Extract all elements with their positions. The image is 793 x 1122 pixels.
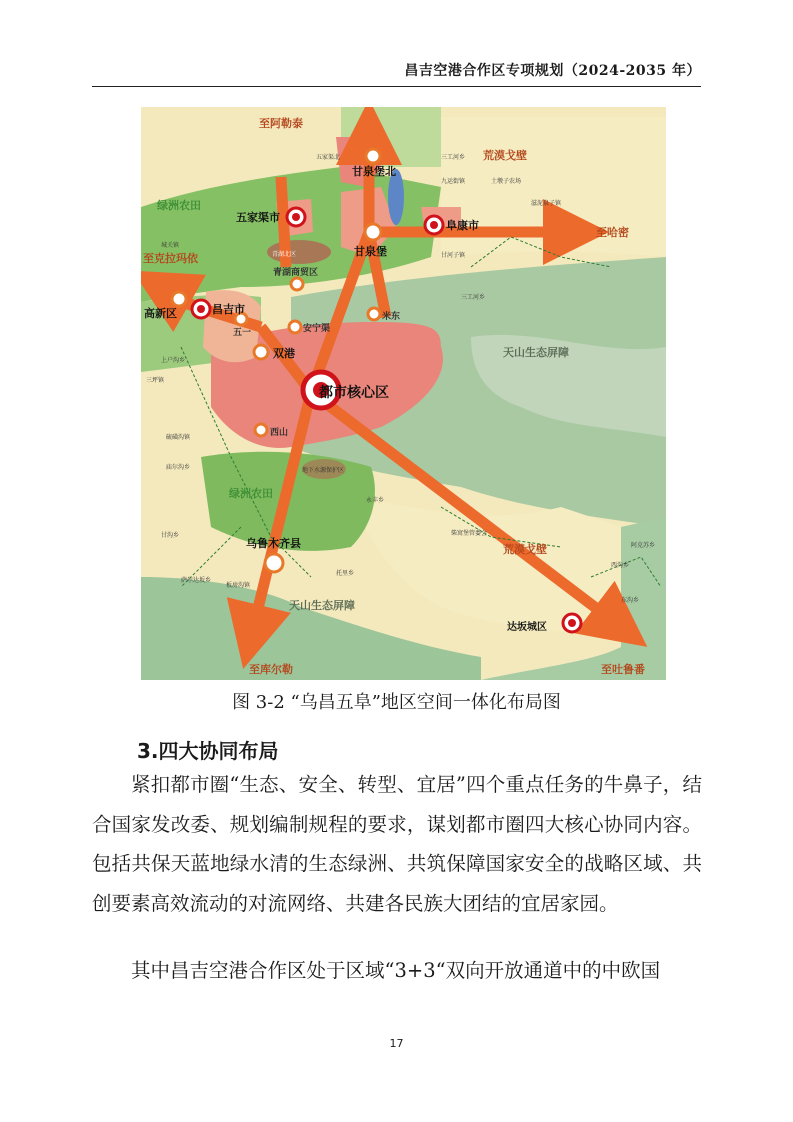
- town-label: 硫磺沟镇: [166, 434, 191, 441]
- town-label: 柴窝堡管委会: [451, 530, 488, 537]
- header-title: 昌吉空港合作区专项规划（2024-2035 年）: [404, 63, 701, 79]
- label-midong: 米东: [382, 312, 401, 322]
- town-label: 五家渠北: [316, 154, 341, 161]
- label-wujiaqu: 五家渠市: [236, 211, 280, 224]
- urumqi-county-node-icon: [265, 554, 283, 572]
- town-label: 城关镇: [161, 242, 180, 249]
- label-to-kuerle: 至库尔勒: [249, 663, 293, 676]
- page-header: [92, 60, 701, 87]
- section-heading: 3.四大协同布局: [137, 739, 279, 763]
- label-to-aletai: 至阿勒泰: [259, 117, 303, 130]
- town-label: 西沟乡: [611, 562, 630, 569]
- label-desert-north: 荒漠戈壁: [483, 149, 527, 162]
- town-label: 甘河子镇: [441, 252, 466, 259]
- label-to-tulufan: 至吐鲁番: [601, 663, 645, 676]
- ganquanbao-north-node-icon: [366, 149, 380, 163]
- label-ganquanbao: 甘泉堡: [354, 245, 387, 258]
- label-oasis-north: 绿洲农田: [157, 199, 201, 212]
- label-core: 都市核心区: [319, 385, 389, 401]
- midong-node-icon: [368, 308, 380, 320]
- town-label: 三坪镇: [146, 377, 165, 384]
- label-qinghu: 青湖商贸区: [273, 268, 319, 278]
- label-water-source: 地下水源保护区: [302, 467, 345, 474]
- label-to-kelamayi: 至克拉玛依: [143, 252, 198, 265]
- town-label: 三工河乡: [461, 294, 486, 301]
- shuanggang-node-icon: [254, 345, 268, 359]
- label-shuanggang: 双港: [273, 347, 295, 360]
- label-oasis-south: 绿洲农田: [229, 487, 273, 500]
- town-label: 上户沟乡: [161, 357, 186, 364]
- town-label: 板房沟镇: [226, 582, 251, 589]
- town-label: 东沟乡: [621, 597, 640, 604]
- label-gaoxin: 高新区: [144, 307, 177, 320]
- ganquanbao-node-icon: [365, 224, 381, 240]
- label-anningqu: 安宁渠: [303, 324, 331, 334]
- town-label: 土墩子农场: [491, 178, 522, 185]
- figure-caption: 图 3-2 “乌昌五阜”地区空间一体化布局图: [232, 692, 561, 713]
- label-urumqi-county: 乌鲁木齐县: [246, 537, 301, 550]
- town-label: 阿克苏乡: [631, 542, 656, 549]
- label-to-hami: 至哈密: [596, 226, 629, 239]
- town-label: 九运街镇: [441, 178, 466, 185]
- paragraph: 紧扣都市圈“生态、安全、转型、宜居”四个重点任务的牛鼻子，结合国家发改委、规划编制规程的要求，谋划都市圈四大核心协同内容。包括共保天蓝地绿水清的生态绿洲、共筑保障国家安全的战略区域、共创要素高效流动的对流网络、共建各民族大团结的宜居家园。: [92, 773, 702, 915]
- town-label: 托里乡: [336, 570, 355, 577]
- map-canvas: [141, 107, 666, 680]
- regional-layout-map: [141, 107, 666, 680]
- label-dabancheng: 达坂城区: [507, 622, 547, 633]
- xishan-node-icon: [255, 424, 267, 436]
- label-changji: 昌吉市: [212, 303, 245, 316]
- label-qinghu-upper: 青湖北区: [272, 251, 297, 258]
- label-fukang: 阜康市: [446, 219, 479, 232]
- label-desert-south: 荒漠戈壁: [503, 543, 547, 556]
- town-label: 滋泥泉子镇: [531, 200, 562, 207]
- town-label: 三工河乡: [441, 154, 466, 161]
- label-tianshan-east: 天山生态屏障: [503, 346, 569, 359]
- anningqu-node-icon: [289, 321, 301, 333]
- page-number: 17: [389, 1037, 404, 1050]
- gaoxin-node-icon: [172, 292, 186, 306]
- qinghu-node-icon: [291, 278, 303, 290]
- town-label: 甘沟乡: [161, 532, 180, 539]
- label-ganquanbao-north: 甘泉堡北: [352, 165, 396, 178]
- town-label: 永丰乡: [366, 497, 385, 504]
- label-wuyi: 五一: [233, 328, 252, 338]
- paragraph: 其中昌吉空港合作区处于区域“3+3“双向开放通道中的中欧国: [131, 959, 661, 982]
- town-label: 庙尔沟乡: [166, 464, 191, 471]
- label-xishan: 西山: [270, 428, 289, 438]
- town-label: 萨尔达坂乡: [181, 577, 212, 584]
- label-tianshan-south: 天山生态屏障: [289, 599, 355, 612]
